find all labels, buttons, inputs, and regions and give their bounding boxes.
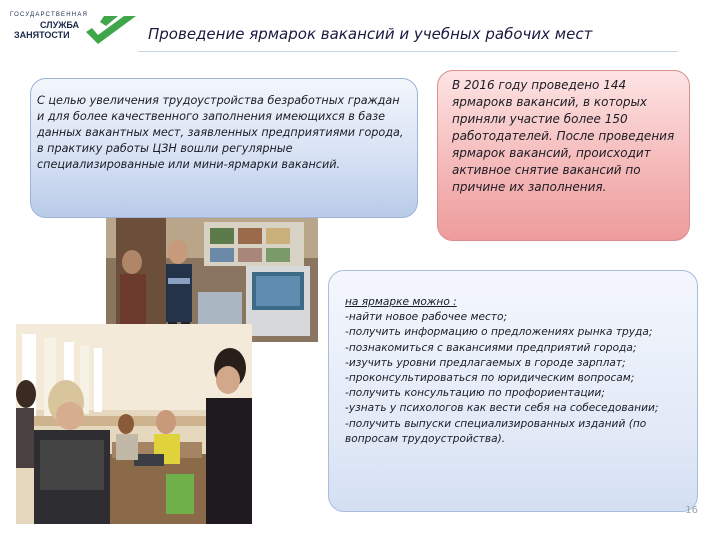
fair-hall-photo	[16, 324, 252, 524]
fair-item: -проконсультироваться по юридическим вопросам;	[345, 372, 635, 385]
fair-heading: на ярмарке можно :	[345, 296, 457, 308]
fair-item: -изучить уровни предлагаемых в городе зарплат;	[345, 356, 626, 369]
fair-item: -получить выпуски специализированных изданий (по вопросам трудоустройства).	[345, 417, 647, 445]
logo-line-1: ГОСУДАРСТВЕННАЯ	[10, 12, 89, 18]
fair-item: -найти новое рабочее место;	[345, 311, 508, 324]
stats-text: В 2016 году проведено 144 ярмарокв вакансий, в которых приняли участие более 150 работодателей. После проведения ярмарок вакансий, происходит активное снятие вакансий по причине их заполнения.	[452, 78, 675, 194]
logo	[6, 10, 136, 48]
fair-item: -получить консультацию по профориентации;	[345, 387, 605, 400]
title-divider	[138, 51, 678, 52]
stats-box	[437, 70, 690, 241]
logo-line-2: СЛУЖБА	[40, 20, 79, 30]
page-title: Проведение ярмарок вакансий и учебных рабочих мест	[148, 25, 593, 43]
fair-opportunities-box	[328, 270, 698, 512]
fair-item: -получить информацию о предложениях рынка труда;	[345, 326, 653, 339]
fair-item: -узнать у психологов как вести себя на собеседовании;	[345, 402, 659, 415]
page-number: 16	[685, 505, 698, 516]
logo-check-icon	[84, 14, 136, 44]
fair-item: -познакомиться с вакансиями предприятий города;	[345, 341, 637, 354]
intro-text: С целью увеличения трудоустройства безработных граждан и для более качественного заполнения имеющихся в базе данных вакантных мест, заявленных предприятиями города, в практику работы ЦЗН вошли регулярные специализированные или мини-ярмарки вакансий.	[37, 94, 404, 171]
intro-box	[30, 78, 418, 218]
logo-line-3: ЗАНЯТОСТИ	[14, 30, 70, 40]
